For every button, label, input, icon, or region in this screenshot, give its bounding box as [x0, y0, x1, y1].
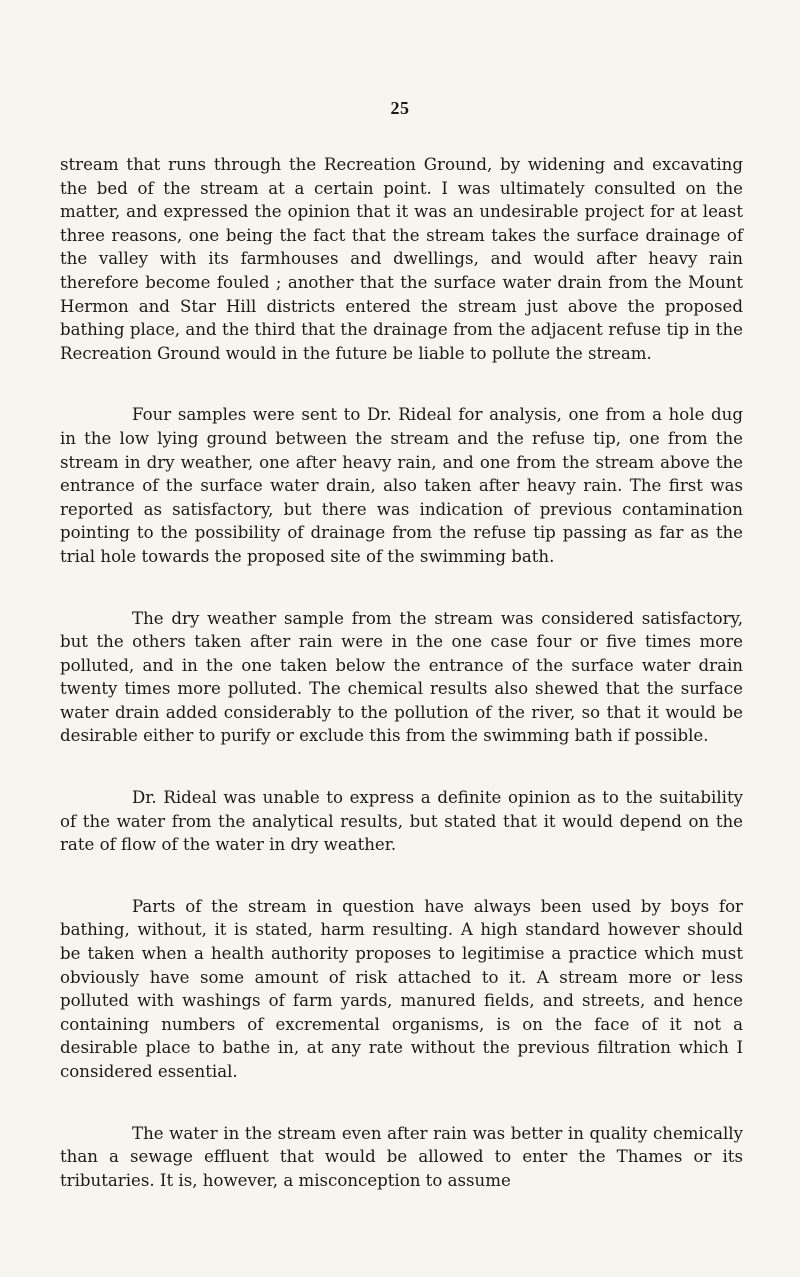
paragraph-dr-rideal-opinion: Dr. Rideal was unable to express a definite opinion as to the suitability of the water from the analytical results, but stated that it would depend on the rate of flow of the water in dry weather.: [60, 788, 743, 855]
paragraph-four-samples: Four samples were sent to Dr. Rideal for analysis, one from a hole dug in the low lying ground between the stream and the refuse tip, one from the stream in dry weather, one after heavy rain, and one from the stream above the entrance of the surface water drain, also taken after heavy rain. The first was reported as satisfactory, but there was indication of previous contamination pointing to the possibility of drainage from the refuse tip passing as far as the trial hole towards the proposed site of the swimming bath.: [60, 405, 743, 566]
page-number: 25: [390, 98, 410, 118]
paragraph-bathing-practice: Parts of the stream in question have always been used by boys for bathing, without, it is stated, harm resulting. A high standard however should be taken when a health authority proposes to legitimise a practice which must obviously have some amount of risk attached to it. A stream more or less polluted with washings of farm yards, manured fields, and streets, and hence containing numbers of excremental organisms, is on the face of it not a desirable place to bathe in, at any rate without the previous filtration which I considered essential.: [60, 896, 743, 1081]
paragraph-water-quality: The water in the stream even after rain was better in quality chemically than a sewage effluent that would be allowed to enter the Thames or its tributaries. It is, however, a misconception to assume: [60, 1123, 743, 1190]
paragraph-dry-weather-sample: The dry weather sample from the stream was considered satisfactory, but the others taken after rain were in the one case four or five times more polluted, and in the one taken below the entrance of the surface water drain twenty times more polluted. The chemical results also shewed that the surface water drain added considerably to the pollution of the river, so that it would be desirable either to purify or exclude this from the swimming bath if possible.: [60, 608, 743, 746]
body-text: [60, 153, 743, 1192]
paragraph-stream-widening-opinion: stream that runs through the Recreation Ground, by widening and excavating the bed of the stream at a certain point. I was ultimately consulted on the matter, and expressed the opinion that it was an undesirable project for at least three reasons, one being the fact that the stream takes the surface drainage of the valley with its farmhouses and dwellings, and would after heavy rain therefore become fouled ; another that the surface water drain from the Mount Hermon and Star Hill districts entered the stream just above the proposed bathing place, and the third that the drainage from the adjacent refuse tip in the Recreation Ground would in the future be liable to pollute the stream.: [60, 155, 743, 363]
